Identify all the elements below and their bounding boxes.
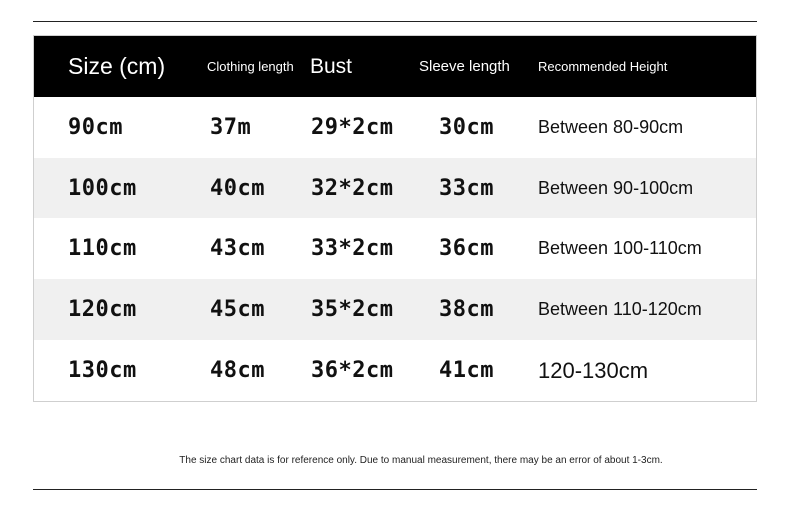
table-row xyxy=(34,97,756,158)
header-size: Size (cm) xyxy=(68,53,166,79)
recommended-height-cell: Between 110-120cm xyxy=(538,299,702,319)
table-header xyxy=(34,36,756,97)
bust-cell: 36*2cm xyxy=(311,358,394,383)
size-cell: 120cm xyxy=(68,297,137,322)
table-row xyxy=(34,218,756,279)
sleeve-length-cell: 33cm xyxy=(439,175,494,201)
clothing-length-cell: 43cm xyxy=(210,236,265,261)
table-row xyxy=(34,340,756,401)
table-row xyxy=(34,279,756,340)
size-cell: 110cm xyxy=(68,236,137,261)
recommended-height-cell: Between 90-100cm xyxy=(538,177,694,198)
recommended-height-cell: Between 80-90cm xyxy=(538,117,684,137)
clothing-length-cell: 45cm xyxy=(210,297,265,322)
size-cell: 90cm xyxy=(68,115,123,140)
bottom-divider xyxy=(33,489,757,490)
clothing-length-cell: 37m xyxy=(210,115,252,140)
bust-cell: 32*2cm xyxy=(311,175,394,201)
bust-cell: 29*2cm xyxy=(311,115,394,140)
bust-cell: 33*2cm xyxy=(311,236,394,261)
header-clothing-length: Clothing length xyxy=(207,59,294,74)
size-chart-table xyxy=(33,35,757,402)
header-bust: Bust xyxy=(310,54,353,78)
sleeve-length-cell: 41cm xyxy=(439,358,494,383)
bust-cell: 35*2cm xyxy=(311,297,394,322)
clothing-length-cell: 40cm xyxy=(210,175,265,201)
clothing-length-cell: 48cm xyxy=(210,358,265,383)
top-divider xyxy=(33,21,757,22)
sleeve-length-cell: 30cm xyxy=(439,115,494,140)
recommended-height-cell: 120-130cm xyxy=(538,357,649,383)
recommended-height-cell: Between 100-110cm xyxy=(538,238,702,258)
header-sleeve-length: Sleeve length xyxy=(419,58,510,75)
sleeve-length-cell: 38cm xyxy=(439,297,494,322)
sleeve-length-cell: 36cm xyxy=(439,236,494,261)
size-cell: 130cm xyxy=(68,358,137,383)
table-row xyxy=(34,158,756,218)
size-cell: 100cm xyxy=(68,175,137,201)
disclaimer-note: The size chart data is for reference only. Due to manual measurement, there may be an error of about 1-3cm. xyxy=(179,455,663,466)
header-recommended-height: Recommended Height xyxy=(538,59,668,74)
